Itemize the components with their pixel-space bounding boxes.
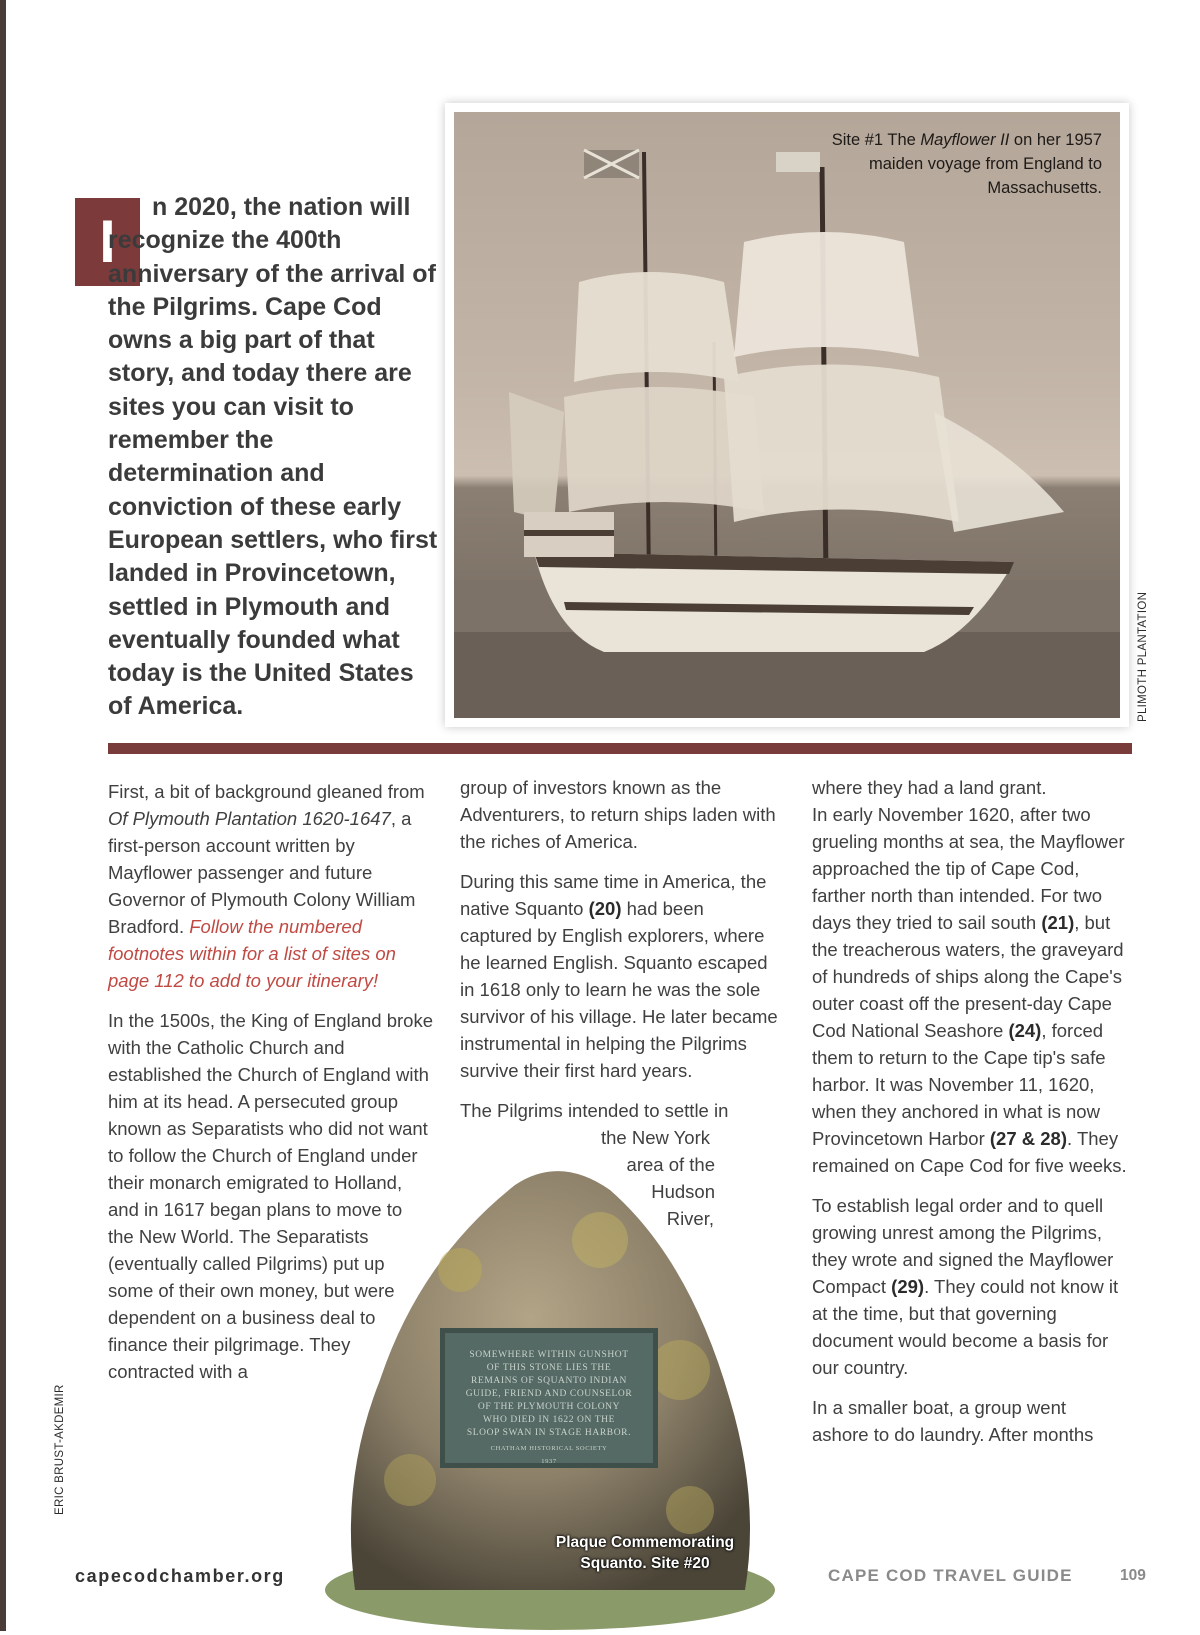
plaque-line: REMAINS OF SQUANTO INDIAN bbox=[470, 1376, 627, 1386]
photo-caption: Site #1 The Mayflower II on her 1957 maiden voyage from England to Massachusetts. bbox=[831, 131, 1102, 197]
paragraph: where they had a land grant. In early November 1620, after two grueling months at sea, the Mayflower approached the tip of Cape Cod, farther north than intended. For two days they tried to sail south (21), but the treacherous waters, the graveyard of hundreds of ships along the Cape's outer coast off the present-day Cape Cod National Seashore (24), forced them to return to the Cape tip's safe harbor. It was November 11, 1620, when they anchored in what is now Provincetown Harbor (27 & 28). They remained on Cape Cod for five weeks. bbox=[812, 777, 1127, 1176]
paragraph: During this same time in America, the native Squanto (20) had been captured by English explorers, where he learned English. Squanto escaped in 1618 only to learn he was the sole survivor of his village. He later became instrumental in helping the Pilgrims survive their first hard years. bbox=[460, 871, 778, 1081]
page-number: 109 bbox=[1120, 1567, 1146, 1584]
plaque-society: CHATHAM HISTORICAL SOCIETY bbox=[490, 1445, 608, 1452]
rock-caption: Plaque Commemorating Squanto. Site #20 bbox=[555, 1534, 735, 1572]
section-divider bbox=[108, 743, 1132, 754]
text-line: Hudson bbox=[651, 1181, 715, 1202]
text-line: River, bbox=[666, 1208, 714, 1229]
body-column-3 bbox=[812, 774, 1127, 1461]
drop-cap: I bbox=[75, 198, 140, 286]
paragraph: To establish legal order and to quell growing unrest among the Pilgrims, they wrote and signed the Mayflower Compact (29). They could not know it at the time, but that governing document would become a basis for our country. bbox=[812, 1195, 1119, 1378]
plaque-line: WHO DIED IN 1622 ON THE bbox=[482, 1415, 616, 1425]
paragraph: group of investors known as the Adventurers, to return ships laden with the riches of America. bbox=[460, 777, 776, 852]
text-line: The Pilgrims intended to settle in bbox=[460, 1100, 729, 1121]
text-line: area of the bbox=[626, 1154, 715, 1175]
rock-photo-credit: ERIC BRUST-AKDEMIR bbox=[54, 1384, 66, 1515]
photo-credit: PLIMOTH PLANTATION bbox=[1137, 591, 1149, 722]
footer-publication: CAPE COD TRAVEL GUIDE bbox=[828, 1566, 1073, 1585]
plaque-line: OF THIS STONE LIES THE bbox=[486, 1363, 612, 1373]
mayflower-photo-frame bbox=[445, 103, 1129, 727]
wrapped-paragraph bbox=[460, 1097, 780, 1232]
squanto-plaque bbox=[440, 1328, 658, 1468]
body-column-2 bbox=[460, 774, 780, 1232]
paragraph: In a smaller boat, a group went ashore to do laundry. After months bbox=[812, 1397, 1094, 1445]
plaque-line: OF THE PLYMOUTH COLONY bbox=[477, 1402, 621, 1412]
intro-paragraph: n 2020, the nation will recognize the 400th anniversary of the arrival of the Pilgrims. Cape Cod owns a big part of that story, and today there are sites you can visit to remember the determination and conviction of these early European settlers, who first landed in Provincetown, settled in Plymouth and eventually founded what today is the United States of America. bbox=[108, 193, 438, 721]
paragraph: In the 1500s, the King of England broke with the Catholic Church and established the Church of England with him at its head. A persecuted group known as Separatists who did not want to follow the Church of England under their monarch emigrated to Holland, and in 1617 began plans to move to the New World. The Separatists (eventually called Pilgrims) put up some of their own money, but were dependent on a business deal to finance their pilgrimage. They contracted with a bbox=[108, 1010, 434, 1382]
plaque-line: GUIDE, FRIEND AND COUNSELOR bbox=[465, 1389, 633, 1399]
plaque-line: SOMEWHERE WITHIN GUNSHOT bbox=[469, 1350, 629, 1360]
text-line: the New York bbox=[600, 1127, 710, 1148]
page-edge bbox=[0, 0, 6, 1631]
plaque-year: 1937 bbox=[541, 1458, 557, 1465]
mayflower-photo bbox=[454, 112, 1120, 718]
footer-website: capecodchamber.org bbox=[75, 1566, 285, 1586]
ship-illustration bbox=[454, 112, 1120, 718]
plaque-line: SLOOP SWAN IN STAGE HARBOR. bbox=[466, 1428, 632, 1438]
itinerary-note: Follow the numbered footnotes within for a list of sites on page 112 to add to your itinerary! bbox=[108, 916, 396, 991]
paragraph: First, a bit of background gleaned from Of Plymouth Plantation 1620-1647, a first-person account written by Mayflower passenger and future Governor of Plymouth Colony William Bradford. Follow the numbered footnotes within for a list of sites on page 112 to add to your itinerary! bbox=[108, 781, 425, 991]
